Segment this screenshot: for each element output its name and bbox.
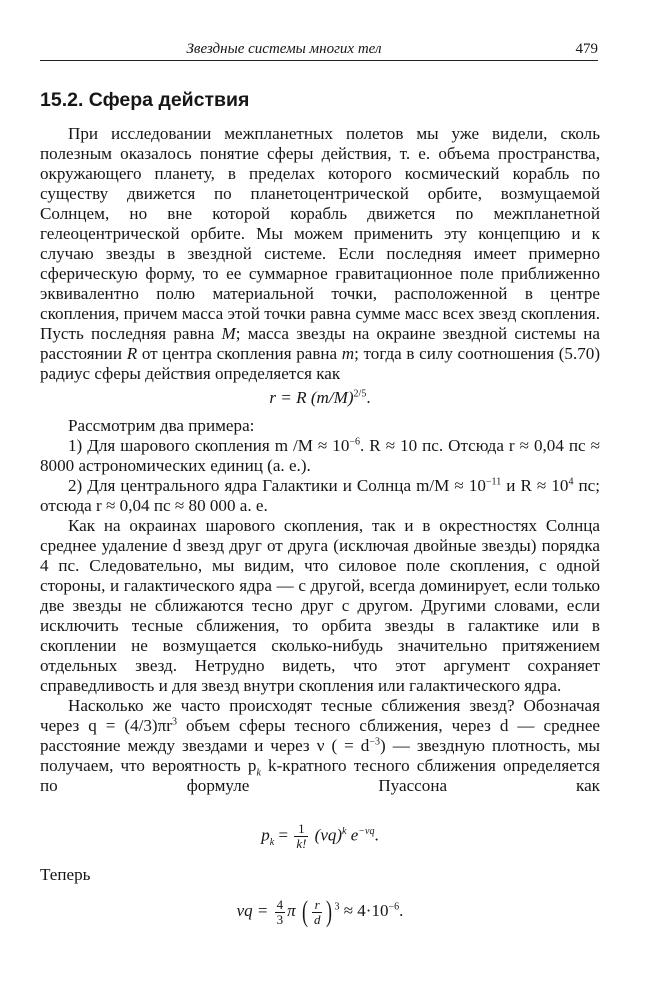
estimate-rhs: ≈ 4·10 xyxy=(343,900,389,920)
example-2-text-c: пс; отсюда r ≈ 0,04 пс ≈ 80 000 а. е. xyxy=(40,476,600,515)
estimate-right-paren: ) xyxy=(326,895,333,928)
paragraph-now: Теперь xyxy=(40,865,91,884)
poisson-lhs: p xyxy=(261,825,270,845)
estimate-ratio-denominator: d xyxy=(313,911,321,927)
running-title: Звездные системы многих тел xyxy=(186,41,382,57)
poisson-subscript: k xyxy=(256,767,261,779)
example-2-exponent-2: 4 xyxy=(568,476,574,488)
equation-sphere-of-action xyxy=(40,388,600,408)
poisson-exponent: 3 xyxy=(171,716,177,728)
poisson-power-exponent: k xyxy=(342,825,347,837)
estimate-end: . xyxy=(399,900,404,920)
poisson-fraction-numerator: 1 xyxy=(298,821,305,836)
estimate-ratio-numerator: r xyxy=(314,896,320,912)
estimate-left-paren: ( xyxy=(301,895,308,928)
estimate-fraction-denominator: 3 xyxy=(276,911,284,927)
paragraph-example-2 xyxy=(40,476,600,516)
paragraph-1-text-d: ; тогда в силу соотношения (5.70) радиус сферы действия определяется как xyxy=(40,344,601,383)
section-title: 15.2. Сфера действия xyxy=(40,89,250,111)
estimate-fraction xyxy=(275,898,286,927)
poisson-text-b: объем сферы тесного сближения, через d — среднее расстояние между звездами и через ν ( = d xyxy=(40,716,600,755)
poisson-power-base: (νq) xyxy=(314,825,343,845)
paragraph-1-text-a: При исследовании межпланетных полетов мы уже видели, сколь полезным оказалось понятие сферы действия, т. е. объема пространства, окружающего планету, в пределах которого космический корабль по существу движется по планетоцентрической орбите, возмущаемой Солнцем, но вне которой корабль движется по межпланетной гелеоцентрической орбите. Мы можем применить эту концепцию и к случаю звезды в звездной системе. Если последняя имеет примерно сферическую форму, то ее суммарное гравитационное поле приближенно эквивалентно полю материальной точки, расположенной в центре скопления, причем масса этой точки равна сумме масс всех звезд скопления. Пусть последняя равна xyxy=(40,124,600,343)
example-1-exponent: −6 xyxy=(349,436,361,448)
poisson-fraction xyxy=(294,822,308,851)
paragraph-1-text-b: ; масса звезды на окраине звездной системы на расстоянии xyxy=(40,324,600,363)
poisson-text-d: k-кратного тесного сближения определяется по формуле Пуассона как xyxy=(40,756,600,795)
paragraph-1-text-c: от центра скопления равна xyxy=(141,344,338,363)
estimate-lhs: νq = xyxy=(236,900,269,920)
example-1-text-b: . R ≈ 10 пс. Отсюда r ≈ 0,04 пс ≈ 8000 астрономических единиц (а. е.). xyxy=(40,436,600,475)
estimate-ratio-group xyxy=(300,897,335,927)
poisson-text-a: Насколько же часто происходят тесные сближения звезд? Обозначая через q = (4/3)πr xyxy=(40,696,600,735)
equation-1-exponent: 2/5 xyxy=(353,388,367,400)
poisson-exp-base: e xyxy=(350,825,359,845)
example-2-exponent: −11 xyxy=(485,476,502,488)
equation-1-end: . xyxy=(366,388,371,407)
poisson-exponent-2: −3 xyxy=(369,736,380,748)
running-header xyxy=(40,38,598,61)
poisson-equals: = xyxy=(278,825,289,845)
poisson-lhs-subscript: k xyxy=(269,836,275,848)
poisson-exp-exponent: −νq xyxy=(358,825,375,837)
paragraph-1 xyxy=(40,124,600,384)
page-number: 479 xyxy=(575,41,598,57)
example-1-text-a: 1) Для шарового скопления m /M ≈ 10 xyxy=(68,436,350,455)
equation-probability-estimate xyxy=(40,897,600,927)
paragraph-poisson xyxy=(40,696,600,796)
symbol-M: M xyxy=(221,324,236,343)
poisson-fraction-denominator: k! xyxy=(296,836,307,851)
estimate-fraction-numerator: 4 xyxy=(276,896,284,912)
paragraph-examples-intro: Рассмотрим два примера: xyxy=(68,416,255,435)
estimate-rhs-exponent: −6 xyxy=(388,901,400,913)
estimate-pi: π xyxy=(287,900,296,920)
paragraph-close-encounters: Как на окраинах шарового скопления, так и в окрестностях Солнца среднее удаление d звезд друг от друга (исключая двойные звезды) порядка 4 пс. Следовательно, мы видим, что силовое поле скопления, с одной стороны, и галактического ядра — с другой, всегда доминирует, если только две звезды не сближаются тесно друг с другом. Другими словами, если исключить тесные сближения, то орбита звезды в галактике или в скоплении не возмущается сколько-нибудь значительно притяжением отдельных звезд. Нетрудно видеть, что этот аргумент сохраняет справедливость и для звезд внутри скопления или галактического ядра. xyxy=(40,516,600,695)
estimate-exponent: 3 xyxy=(334,901,340,913)
poisson-text-c: ) — звездную плотность, мы получаем, что вероятность p xyxy=(40,736,600,775)
poisson-end: . xyxy=(374,825,379,845)
equation-1-body: r = R (m/M) xyxy=(269,388,354,407)
equation-poisson xyxy=(40,822,600,851)
example-2-text-a: 2) Для центрального ядра Галактики и Солнца m/M ≈ 10 xyxy=(68,476,486,495)
symbol-m: m xyxy=(341,344,355,363)
paragraph-example-1 xyxy=(40,436,600,476)
estimate-ratio xyxy=(312,898,323,927)
body-text xyxy=(40,124,600,927)
symbol-R: R xyxy=(126,344,138,363)
example-2-text-b: и R ≈ 10 xyxy=(506,476,569,495)
